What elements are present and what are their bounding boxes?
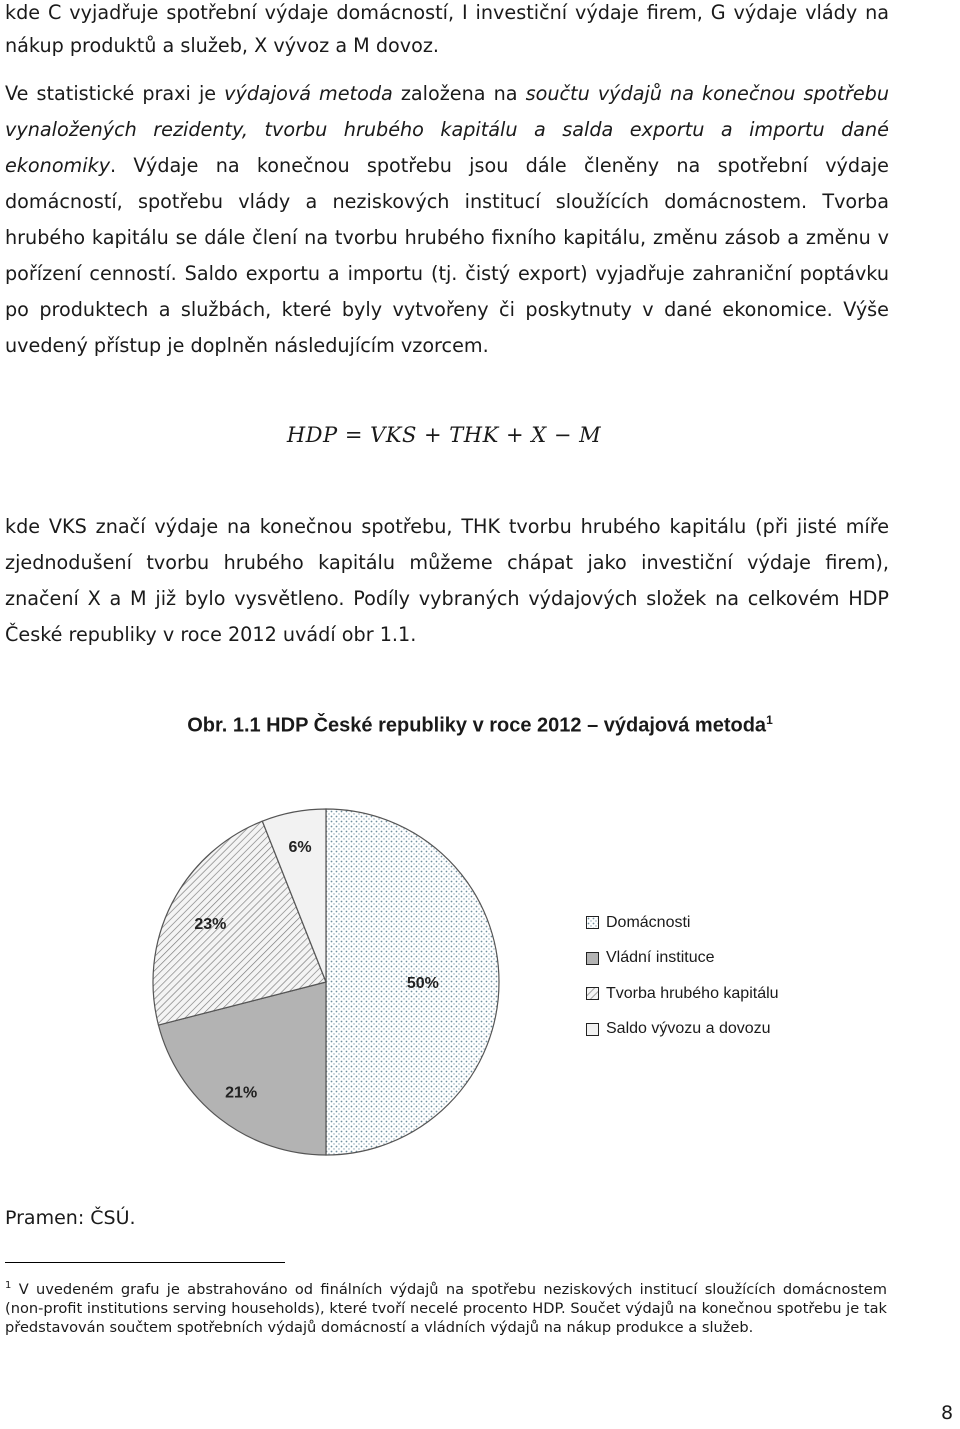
footnote-divider <box>5 1262 285 1263</box>
chart-legend <box>586 905 779 1047</box>
paragraph-formula-explanation-text: kde VKS značí výdaje na konečnou spotřebu, THK tvorbu hrubého kapitálu (při jisté míře zjednodušení tvorbu hrubého kapitálu můžeme chápat jako investiční výdaje firem), značení X a M již bylo vysvětleno. Podíly vybraných výdajových složek na celkovém HDP České republiky v roce 2012 uvádí obr 1.1. <box>5 515 889 646</box>
legend-swatch-government <box>586 952 599 965</box>
pie-chart <box>150 805 510 1165</box>
pie-label-government: 21% <box>225 1084 258 1102</box>
legend-label-government: Vládní instituce <box>606 949 715 967</box>
page-number: 8 <box>941 1402 954 1424</box>
p2-italic-definition: součtu výdajů na konečnou spotřebu vynaložených rezidenty, tvorbu hrubého kapitálu a salda exportu a importu dané ekonomiky <box>5 82 889 177</box>
legend-swatch-net-exports <box>586 1023 599 1036</box>
paragraph-intro <box>5 0 889 62</box>
legend-item-net-exports <box>586 1012 779 1048</box>
legend-swatch-households <box>586 916 599 929</box>
legend-swatch-capital <box>586 987 599 1000</box>
legend-label-net-exports: Saldo vývozu a dovozu <box>606 1020 771 1038</box>
footnote-marker: 1 <box>5 1280 12 1291</box>
figure-caption-footnote-ref: 1 <box>766 713 773 727</box>
legend-label-capital: Tvorba hrubého kapitálu <box>606 984 779 1002</box>
footnote-text: V uvedeném grafu je abstrahováno od finálních výdajů na spotřebu neziskových institucí sloužících domácnostem (non-profit institutions serving households), které tvoří necelé procento HDP. Součet výdajů na konečnou spotřebu je tak představován součtem spotřebních výdajů domácností a vládních výdajů na nákup produkce a služeb. <box>5 1280 887 1336</box>
p2-text-a: Ve statistické praxi je <box>5 82 225 105</box>
legend-item-households <box>586 905 779 941</box>
figure-caption-text: Obr. 1.1 HDP České republiky v roce 2012 – výdajová metoda <box>187 714 767 737</box>
paragraph-formula-explanation <box>5 509 889 653</box>
legend-item-capital <box>586 976 779 1012</box>
footnote <box>5 1276 887 1337</box>
p2-italic-method: výdajová metoda <box>224 82 393 105</box>
legend-item-government <box>586 941 779 977</box>
figure-source: Pramen: ČSÚ. <box>5 1207 136 1229</box>
p2-text-rest: . Výdaje na konečnou spotřebu jsou dále členěny na spotřební výdaje domácností, spotřebu vlády a neziskových institucí sloužících domácnostem. Tvorba hrubého kapitálu se dále člení na tvorbu hrubého fixního kapitálu, změnu zásob a změnu v pořízení cenností. Saldo exportu a importu (tj. čistý export) vyjadřuje zahraniční poptávku po produktech a službách, které byly vytvořeny či poskytnuty v dané ekonomice. Výše uvedený přístup je doplněn následujícím vzorcem. <box>5 154 889 357</box>
legend-label-households: Domácnosti <box>606 913 691 931</box>
paragraph-expenditure-method <box>5 76 889 364</box>
gdp-formula: HDP = VKS + THK + X − M <box>286 423 602 447</box>
pie-label-households: 50% <box>406 975 439 992</box>
pie-label-net-exports: 6% <box>288 839 312 857</box>
figure-caption <box>0 713 960 738</box>
pie-label-capital: 23% <box>194 916 227 934</box>
paragraph-intro-text: kde C vyjadřuje spotřební výdaje domácností, I investiční výdaje firem, G výdaje vlády na nákup produktů a služeb, X vývoz a M dovoz. <box>5 1 889 57</box>
p2-text-c: založena na <box>392 82 526 105</box>
